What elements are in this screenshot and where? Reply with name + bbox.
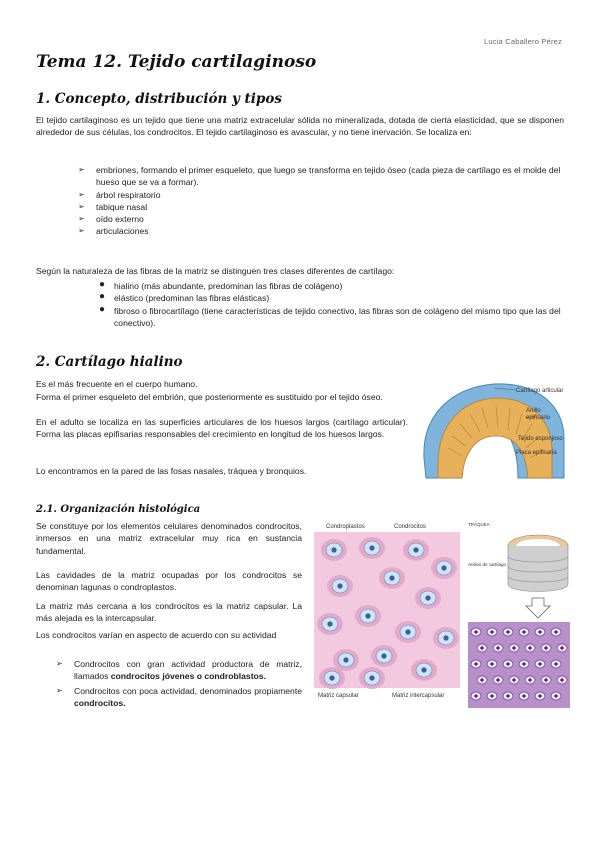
bullet-icon: ● [99,291,106,303]
section1-intro: El tejido cartilaginoso es un tejido que tiene una matriz extracelular sólida no mineralizada, dotada de cierta elasticidad, que se disponen alrededor de sus células, los condrocitos. El tejido cartilaginoso es avascular, y no tiene inervación. Se localiza en: [36,115,564,138]
nucleus [522,662,525,665]
nucleus [389,575,394,580]
nucleus [496,678,499,681]
list-item: ➢ oído externo [78,214,144,225]
list-item: ➢ árbol respiratorio [78,189,161,200]
list-item: ➢ embriones, formando el primer esqueleto, que luego se transforma en tejido óseo (cada pieza de cartílago es el molde del hueso que se va a formar). [78,165,561,188]
arrow-bullet-icon: ➢ [78,201,85,211]
nucleus [490,694,493,697]
nucleus [443,635,448,640]
nucleus [480,646,483,649]
list-item: ➢ tabique nasal [78,201,148,212]
nucleus [560,678,563,681]
nucleus [522,630,525,633]
nucleus [425,595,430,600]
section2-line-3: En el adulto se localiza en las superficies articulares de los huesos largos (cartílago articular). Forma las placas epifisarias responsables del crecimiento en longitud de los huesos largos. [36,417,408,440]
nucleus [538,662,541,665]
nucleus [490,630,493,633]
nucleus [554,630,557,633]
arrow-bullet-icon: ➢ [78,189,85,199]
section21-p2: Las cavidades de la matriz ocupadas por los condrocitos se denominan lagunas o condroplastos. [36,570,302,593]
section2-line-1: Es el más frecuente en el cuerpo humano. [36,379,198,389]
section21-p3: La matriz más cercana a los condrocitos es la matriz capsular. La más alejada es la intercapsular. [36,601,302,624]
section21-p4: Los condrocitos varían en aspecto de acuerdo con su actividad [36,630,277,640]
nucleus [528,678,531,681]
list-item: ➢ articulaciones [78,226,149,237]
nucleus [329,675,334,680]
nucleus [474,630,477,633]
nucleus [369,675,374,680]
chondrocyte-diagram [312,520,462,700]
list-item: ➢ Condrocitos con poca actividad, denominados propiamente condrocitos. [56,685,302,708]
section1-heading: 1. Concepto, distribución y tipos [36,91,282,107]
page-title: Tema 12. Tejido cartilaginoso [36,52,317,72]
types-list [96,280,564,329]
nucleus [496,646,499,649]
list-item: ● elástico (predominan las fibras elásticas) [99,291,270,304]
fig1-label-2a: Anillo [526,408,541,414]
types-intro: Según la naturaleza de las fibras de la matriz se distinguen tres clases diferentes de cartílago: [36,266,395,276]
nucleus [413,547,418,552]
section21-p1: Se constituye por los elementos celulares denominados condrocitos, inmersos en una matriz extracelular muy rica en sustancia fundamental. [36,521,302,556]
nucleus [405,629,410,634]
trachea-figure [466,514,572,710]
nucleus [544,678,547,681]
nucleus [381,653,386,658]
nucleus [327,621,332,626]
nucleus [506,630,509,633]
fig2-label-top1: Condroplastos [326,524,365,530]
nucleus [512,678,515,681]
arrow-bullet-icon: ➢ [78,165,85,174]
fig3-label-a: TRÁQUEA [468,522,490,527]
nucleus [365,613,370,618]
section2-heading: 2. Cartílago hialino [36,354,183,370]
nucleus [560,646,563,649]
arrow-bullet-icon: ➢ [78,226,85,236]
list-item: ➢ Condrocitos con gran actividad productora de matriz, llamados condrocitos jóvenes o condroblastos. [56,659,302,682]
nucleus [522,694,525,697]
nucleus [512,646,515,649]
section21-heading: 2.1. Organización histológica [36,504,201,515]
fig2-label-bot1: Matriz capsular [318,693,359,699]
fig3-label-b: Anillos de cartílago [468,562,507,567]
fig2-label-top2: Condrocitos [394,524,427,530]
section2-line-2: Forma el primer esqueleto del embrión, que posteriormente es sustituido por el tejido óseo. [36,392,383,402]
nucleus [544,646,547,649]
nucleus [554,694,557,697]
nucleus [490,662,493,665]
list-item: ● fibroso o fibrocartílago (tiene características de tejido conectivo, las fibras son de colágeno del mismo tipo que las del conectivo). [99,303,561,328]
bullet-icon: ● [99,303,106,315]
bullet-icon: ● [99,279,106,290]
fig2-label-bot2: Matriz intercapsular [392,693,445,699]
nucleus [538,630,541,633]
arrow-bullet-icon: ➢ [78,214,85,224]
nucleus [528,646,531,649]
nucleus [474,694,477,697]
activity-list [56,658,302,709]
nucleus [331,547,336,552]
nucleus [474,662,477,665]
nucleus [480,678,483,681]
section2-line-4: Lo encontramos en la pared de las fosas nasales, tráquea y bronquios. [36,466,307,476]
locations-list [78,164,564,238]
nucleus [343,657,348,662]
fig1-label-4: Placa epifisaria [516,450,557,456]
fig1-label-2b: epifisario [526,415,551,421]
nucleus [369,545,374,550]
arrow-bullet-icon: ➢ [56,659,63,668]
nucleus [421,667,426,672]
nucleus [538,694,541,697]
author-name: Lucia Caballero Pérez [484,37,562,46]
articular-cartilage-figure [418,378,570,482]
fig1-label-1: Cartílago articular [516,388,564,394]
arrow-bullet-icon: ➢ [56,685,63,695]
nucleus [554,662,557,665]
nucleus [506,694,509,697]
nucleus [337,583,342,588]
nucleus [441,565,446,570]
nucleus [506,662,509,665]
fig1-label-3: Tejido esponjoso [518,436,563,442]
list-item: ● hialino (más abundante, predominan las fibras de colágeno) [99,279,343,291]
